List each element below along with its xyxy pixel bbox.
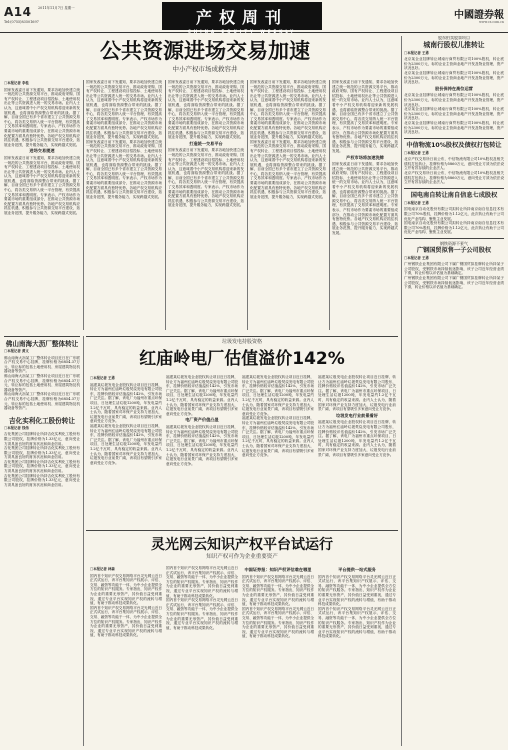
section-rule — [4, 336, 80, 337]
main-story-col-1 — [4, 80, 80, 330]
center-text: 福建某垃圾发电企业股权转让项目近日挂牌，转让方为福州红庙岭垃圾焚烧发电有限公司股东，挂牌价格较评估值溢价142%，引发市场广泛关注。据了解，该电厂为福州市重点环保项目，日处理生活垃圾1200吨，年发电量约1.2亿千瓦时，具有稳定的收益来源。业内人士认为，随着国家对环保产业支持力度加大，垃圾发电行业前景广阔，该项目有望吸引多家意向受让方竞争。 — [242, 375, 314, 416]
center-col-2 — [166, 375, 238, 525]
right-story1-text: 北京某企业挂牌转让城南行商贸有限公司100%股权，转让底价为2300万元，标的企业主营商业地产开发及物业管理，资产状况良好。 — [404, 57, 504, 71]
section-title: 产权周刊 — [195, 8, 288, 27]
right-story4-kicker: 钢铁资源不景气 — [440, 241, 468, 246]
left-briefs — [4, 340, 80, 745]
brief2-byline: □本报记者 钱伟 — [4, 425, 29, 430]
brief2-title: 吉化实利化工股份转让 — [9, 416, 75, 425]
main-story-text: 国家发改委日前下发通知，要求各地加快建立统一规范的公共资源交易平台，推动政府采购、国有产权转让、工程建设项目招投标、土地使用权出让等公共资源进入统一的交易市场。业内人士认为，这意味着中小产权交易机构将迎来新的发展机遇，也将面临资源整合带来的挑战。据了解，目前全国已有多个省市建立了公共资源交易中心，将各类交易纳入统一平台管理，有效提高了交易效率和透明度。专家表示，产权市场作为要素市场的重要组成部分，在推动公共资源市场化配置方面具有独特优势。各地产权交易机构应抓住机遇，积极参与公共资源交易平台建设，拓展业务范围，提升服务能力，实现跨越式发展。 — [332, 80, 398, 153]
main-story-col-5 — [332, 80, 398, 330]
main-story-text: 国家发改委日前下发通知，要求各地加快建立统一规范的公共资源交易平台，推动政府采购、国有产权转让、工程建设项目招投标、土地使用权出让等公共资源进入统一的交易市场。业内人士认为，这意味着中小产权交易机构将迎来新的发展机遇，也将面临资源整合带来的挑战。据了解，目前全国已有多个省市建立了公共资源交易中心，将各类交易纳入统一平台管理，有效提高了交易效率和透明度。专家表示，产权市场作为要素市场的重要组成部分，在推动公共资源市场化配置方面具有独特优势。各地产权交易机构应抓住机遇，积极参与公共资源交易平台建设，拓展业务范围，提升服务能力，实现跨越式发展。 — [250, 139, 326, 199]
right-story2-byline: □本报记者 王勇 — [404, 150, 429, 155]
right-story3-text: 国电南京自动化股份有限公司拟转让所持南京南自信息技术有限公司70%股权，挂牌价格为1.12亿元，此次转让有助于公司优化产业结构、聚焦主业发展。 — [404, 207, 504, 221]
right-story3-byline: □本报记者 王勇 — [404, 200, 429, 205]
right-story2-title: 中信物流10%股权及债权打包转让 — [406, 141, 502, 149]
editor-info: Tel:(0755)83501697 — [4, 20, 39, 24]
right-story4-byline: □本报记者 王勇 — [404, 255, 429, 260]
center-section-2: 垃圾发电行业前景看好 — [336, 412, 378, 418]
column-divider — [401, 36, 402, 746]
center-text: 福建某垃圾发电企业股权转让项目近日挂牌，转让方为福州红庙岭垃圾焚烧发电有限公司股东，挂牌价格较评估值溢价142%，引发市场广泛关注。据了解，该电厂为福州市重点环保项目，日处理生活垃圾1200吨，年发电量约1.2亿千瓦时，具有稳定的收益来源。业内人士认为，随着国家对环保产业支持力度加大，垃圾发电行业前景广阔，该项目有望吸引多家意向受让方竞争。 — [90, 423, 162, 465]
newspaper-url: www.cs.com.cn — [479, 20, 504, 24]
center-col-4 — [318, 375, 396, 525]
right-story3-text: 国电南京自动化股份有限公司拟转让所持南京南自信息技术有限公司70%股权，挂牌价格为1.12亿元，此次转让有助于公司优化产业结构、聚焦主业发展。 — [404, 221, 504, 235]
brief2-text: 吉化集团公司挂牌转让所持吉化实利化工股份有限公司股权，挂牌价格为1.33亿元，意向受让方须具备良好的财务状况和商业信用。 — [4, 473, 80, 487]
center-headline: 红庙岭电厂估值溢价142% — [139, 349, 345, 369]
main-story-text: 国家发改委日前下发通知，要求各地加快建立统一规范的公共资源交易平台，推动政府采购、国有产权转让、工程建设项目招投标、土地使用权出让等公共资源进入统一的交易市场。业内人士认为，这意味着中小产权交易机构将迎来新的发展机遇，也将面临资源整合带来的挑战。据了解，目前全国已有多个省市建立了公共资源交易中心，将各类交易纳入统一平台管理，有效提高了交易效率和透明度。专家表示，产权市场作为要素市场的重要组成部分，在推动公共资源市场化配置方面具有独特优势。各地产权交易机构应抓住机遇，积极参与公共资源交易平台建设，拓展业务范围，提升服务能力，实现跨越式发展。 — [168, 80, 244, 140]
center-text: 福建某垃圾发电企业股权转让项目近日挂牌，转让方为福州红庙岭垃圾焚烧发电有限公司股东，挂牌价格较评估值溢价142%，引发市场广泛关注。据了解，该电厂为福州市重点环保项目，日处理生活垃圾1200吨，年发电量约1.2亿千瓦时，具有稳定的收益来源。业内人士认为，随着国家对环保产业支持力度加大，垃圾发电行业前景广阔，该项目有望吸引多家意向受让方竞争。 — [166, 424, 238, 466]
bottom-text: 国内首个知识产权交易网络平台灵光网云近日正式试运行，该平台集知识产权展示、评估、交易、融资等功能于一体，为中小企业提供全方位的知识产权服务。专家指出，知识产权作为企业的重要无形资产，其价值日益受到重视，通过专业平台实现知识产权的流转与增值，有助于推动科技成果转化。 — [90, 573, 162, 606]
column-divider — [83, 336, 84, 746]
bottom-text: 国内首个知识产权交易网络平台灵光网云近日正式试运行，该平台集知识产权展示、评估、交易、融资等功能于一体，为中小企业提供全方位的知识产权服务。专家指出，知识产权作为企业的重要无形资产，其价值日益受到重视，通过专业平台实现知识产权的流转与增值，有助于推动科技成果转化。 — [166, 566, 238, 598]
column-divider — [83, 80, 84, 330]
bottom-col-1 — [90, 566, 162, 746]
bottom-text: 国内首个知识产权交易网络平台灵光网云近日正式试运行，该平台集知识产权展示、评估、交易、融资等功能于一体，为中小企业提供全方位的知识产权服务。专家指出，知识产权作为企业的重要无形资产，其价值日益受到重视，通过专业平台实现知识产权的流转与增值，有助于推动科技成果转化。 — [242, 606, 314, 639]
center-col-1 — [90, 375, 162, 525]
bottom-col-2 — [166, 566, 238, 746]
brief2-text: 吉化集团公司挂牌转让所持吉化实利化工股份有限公司股权，挂牌价格为1.33亿元，意向受让方须具备良好的财务状况和商业信用。 — [4, 432, 80, 446]
right-story1-byline: □本报记者 王勇 — [404, 50, 429, 55]
bottom-col-3 — [242, 566, 314, 746]
main-section-1: 进场交易提速 — [29, 148, 55, 154]
main-story-col-3 — [168, 80, 244, 330]
bottom-text: 国内首个知识产权交易网络平台灵光网云近日正式试运行，该平台集知识产权展示、评估、交易、融资等功能于一体，为中小企业提供全方位的知识产权服务。专家指出，知识产权作为企业的重要无形资产，其价值日益受到重视，通过专业平台实现知识产权的流转与增值，有助于推动科技成果转化。 — [242, 574, 314, 607]
brief1-text: 佛山南海大沥某工厂整体转让项目近日在广东联合产权交易中心挂牌，挂牌价格为6854.37万元，转让标的包括土地使用权、房屋建筑物及机器设备等资产。 — [4, 355, 80, 374]
bottom-col-4 — [318, 566, 396, 746]
center-section-1: 电厂资产价值凸显 — [185, 417, 219, 423]
page-number: A14 — [4, 5, 32, 19]
bottom-subheadline: 知识产权可作为企业重要资产 — [206, 554, 278, 560]
column-divider — [165, 80, 166, 330]
center-text: 福建某垃圾发电企业股权转让项目近日挂牌，转让方为福州红庙岭垃圾焚烧发电有限公司股东，挂牌价格较评估值溢价142%，引发市场广泛关注。据了解，该电厂为福州市重点环保项目，日处理生活垃圾1200吨，年发电量约1.2亿千瓦时，具有稳定的收益来源。业内人士认为，随着国家对环保产业支持力度加大，垃圾发电行业前景广阔，该项目有望吸引多家意向受让方竞争。 — [318, 375, 396, 412]
right-story1-text: 北京某企业挂牌转让城南行商贸有限公司100%股权，转让底价为2300万元，标的企业主营商业地产开发及物业管理，资产状况良好。 — [404, 70, 504, 85]
right-story1-text: 北京某企业挂牌转让城南行商贸有限公司100%股权，转让底价为2300万元，标的企业主营商业地产开发及物业管理，资产状况良好。 — [404, 107, 504, 121]
section-english: CHINA EQUITY WEEKLY — [187, 29, 297, 34]
brief2-text: 吉化集团公司挂牌转让所持吉化实利化工股份有限公司股权，挂牌价格为1.33亿元，意向受让方须具备良好的财务状况和商业信用。 — [4, 446, 80, 460]
brief2-text: 吉化集团公司挂牌转让所持吉化实利化工股份有限公司股权，挂牌价格为1.33亿元，意向受让方须具备良好的财务状况和商业信用。 — [4, 459, 80, 474]
bottom-section-2: 平台提供一站式服务 — [338, 567, 376, 572]
main-story-text: 国家发改委日前下发通知，要求各地加快建立统一规范的公共资源交易平台，推动政府采购、国有产权转让、工程建设项目招投标、土地使用权出让等公共资源进入统一的交易市场。业内人士认为，这意味着中小产权交易机构将迎来新的发展机遇，也将面临资源整合带来的挑战。据了解，目前全国已有多个省市建立了公共资源交易中心，将各类交易纳入统一平台管理，有效提高了交易效率和透明度。专家表示，产权市场作为要素市场的重要组成部分，在推动公共资源市场化配置方面具有独特优势。各地产权交易机构应抓住机遇，积极参与公共资源交易平台建设，拓展业务范围，提升服务能力，实现跨越式发展。 — [86, 80, 162, 140]
bottom-byline: □本报记者 林森 — [90, 567, 115, 571]
bottom-text: 国内首个知识产权交易网络平台灵光网云近日正式试运行，该平台集知识产权展示、评估、交易、融资等功能于一体，为中小企业提供全方位的知识产权服务。专家指出，知识产权作为企业的重要无形资产，其价值日益受到重视，通过专业平台实现知识产权的流转与增值，有助于推动科技成果转化。 — [90, 605, 162, 638]
column-divider — [247, 80, 248, 330]
main-story-text: 国家发改委日前下发通知，要求各地加快建立统一规范的公共资源交易平台，推动政府采购、国有产权转让、工程建设项目招投标、土地使用权出让等公共资源进入统一的交易市场。业内人士认为，这意味着中小产权交易机构将迎来新的发展机遇，也将面临资源整合带来的挑战。据了解，目前全国已有多个省市建立了公共资源交易中心，将各类交易纳入统一平台管理，有效提高了交易效率和透明度。专家表示，产权市场作为要素市场的重要组成部分，在推动公共资源市场化配置方面具有独特优势。各地产权交易机构应抓住机遇，积极参与公共资源交易平台建设，拓展业务范围，提升服务能力，实现跨越式发展。 — [86, 139, 162, 199]
right-story1-section: 股份保持在高位运营 — [435, 85, 473, 91]
main-subheadline: 中小产权市场成救容井 — [172, 65, 238, 73]
right-story3-title: 国电南自转让南自信息七成股权 — [410, 191, 498, 199]
right-story1-text: 北京某企业挂牌转让城南行商贸有限公司100%股权，转让底价为2300万元，标的企业主营商业地产开发及物业管理，资产状况良好。 — [404, 93, 504, 107]
right-story4-title: 广钢国贸拟售一子公司股权 — [416, 246, 492, 254]
main-story-text: 国家发改委日前下发通知，要求各地加快建立统一规范的公共资源交易平台，推动政府采购、国有产权转让、工程建设项目招投标、土地使用权出让等公共资源进入统一的交易市场。业内人士认为，这意味着中小产权交易机构将迎来新的发展机遇，也将面临资源整合带来的挑战。据了解，目前全国已有多个省市建立了公共资源交易中心，将各类交易纳入统一平台管理，有效提高了交易效率和透明度。专家表示，产权市场作为要素市场的重要组成部分，在推动公共资源市场化配置方面具有独特优势。各地产权交易机构应抓住机遇，积极参与公共资源交易平台建设，拓展业务范围，提升服务能力，实现跨越式发展。 — [250, 80, 326, 140]
center-text: 福建某垃圾发电企业股权转让项目近日挂牌，转让方为福州红庙岭垃圾焚烧发电有限公司股东，挂牌价格较评估值溢价142%，引发市场广泛关注。据了解，该电厂为福州市重点环保项目，日处理生活垃圾1200吨，年发电量约1.2亿千瓦时，具有稳定的收益来源。业内人士认为，随着国家对环保产业支持力度加大，垃圾发电行业前景广阔，该项目有望吸引多家意向受让方竞争。 — [90, 382, 162, 424]
right-story2-text: 北京产权交易所日前公布，中信物流有限公司10%股权及相关债权打包转让，挂牌价格为5860万元，意向受让方须为依法设立并有效存续的企业法人。 — [404, 157, 504, 171]
main-story-text: 国家发改委日前下发通知，要求各地加快建立统一规范的公共资源交易平台，推动政府采购、国有产权转让、工程建设项目招投标、土地使用权出让等公共资源进入统一的交易市场。业内人士认为，这意味着中小产权交易机构将迎来新的发展机遇，也将面临资源整合带来的挑战。据了解，目前全国已有多个省市建立了公共资源交易中心，将各类交易纳入统一平台管理，有效提高了交易效率和透明度。专家表示，产权市场作为要素市场的重要组成部分，在推动公共资源市场化配置方面具有独特优势。各地产权交易机构应抓住机遇，积极参与公共资源交易平台建设，拓展业务范围，提升服务能力，实现跨越式发展。 — [332, 162, 398, 235]
brief1-title: 佛山南海大沥厂整体转让 — [5, 340, 79, 348]
right-story1-title: 城南行股权儿推转让 — [423, 40, 485, 49]
right-story2-text: 北京产权交易所日前公布，中信物流有限公司10%股权及相关债权打包转让，挂牌价格为5860万元，意向受让方须为依法设立并有效存续的企业法人。 — [404, 171, 504, 185]
center-text: 福建某垃圾发电企业股权转让项目近日挂牌，转让方为福州红庙岭垃圾焚烧发电有限公司股东，挂牌价格较评估值溢价142%，引发市场广泛关注。据了解，该电厂为福州市重点环保项目，日处理生活垃圾1200吨，年发电量约1.2亿千瓦时，具有稳定的收益来源。业内人士认为，随着国家对环保产业支持力度加大，垃圾发电行业前景广阔，该项目有望吸引多家意向受让方竞争。 — [242, 416, 314, 458]
main-story-col-2 — [86, 80, 162, 330]
center-text: 福建某垃圾发电企业股权转让项目近日挂牌，转让方为福州红庙岭垃圾焚烧发电有限公司股东，挂牌价格较评估值溢价142%，引发市场广泛关注。据了解，该电厂为福州市重点环保项目，日处理生活垃圾1200吨，年发电量约1.2亿千瓦时，具有稳定的收益来源。业内人士认为，随着国家对环保产业支持力度加大，垃圾发电行业前景广阔，该项目有望吸引多家意向受让方竞争。 — [318, 420, 396, 457]
section-rule — [86, 336, 398, 337]
center-byline: □本报记者 王勇 — [90, 376, 115, 380]
right-story4-text: 广州钢铁企业集团有限公司下属广钢国贸拟挂牌转让所持某子公司股权，受钢铁市场持续低迷影响，该子公司近年经营业绩下滑，转让价格以评估值为基础确定。 — [404, 262, 504, 276]
bottom-text: 国内首个知识产权交易网络平台灵光网云近日正式试运行，该平台集知识产权展示、评估、交易、融资等功能于一体，为中小企业提供全方位的知识产权服务。专家指出，知识产权作为企业的重要无形资产，其价值日益受到重视，通过专业平台实现知识产权的流转与增值，有助于推动科技成果转化。 — [318, 606, 396, 639]
right-column — [404, 36, 504, 746]
right-story1-text: 北京某企业挂牌转让城南行商贸有限公司100%股权，转让底价为2300万元，标的企业主营商业地产开发及物业管理，资产状况良好。 — [404, 120, 504, 135]
brief1-text: 佛山南海大沥某工厂整体转让项目近日在广东联合产权交易中心挂牌，挂牌价格为6854.37万元，转让标的包括土地使用权、房屋建筑物及机器设备等资产。 — [4, 373, 80, 392]
right-story4-text: 广州钢铁企业集团有限公司下属广钢国贸拟挂牌转让所持某子公司股权，受钢铁市场持续低迷影响，该子公司近年经营业绩下滑，转让价格以评估值为基础确定。 — [404, 275, 504, 290]
main-story-col-4 — [250, 80, 326, 330]
center-kicker: 垃圾发电持股资格 — [221, 339, 262, 345]
issue-date: 2011年11月7日 星期一 — [38, 6, 75, 10]
center-text: 福建某垃圾发电企业股权转让项目近日挂牌，转让方为福州红庙岭垃圾焚烧发电有限公司股东，挂牌价格较评估值溢价142%，引发市场广泛关注。据了解，该电厂为福州市重点环保项目，日处理生活垃圾1200吨，年发电量约1.2亿千瓦时，具有稳定的收益来源。业内人士认为，随着国家对环保产业支持力度加大，垃圾发电行业前景广阔，该项目有望吸引多家意向受让方竞争。 — [166, 375, 238, 416]
section-banner — [162, 2, 322, 34]
right-kicker: 股东拍卖股票项目 — [438, 36, 470, 40]
main-headline: 公共资源进场交易加速 — [100, 39, 310, 63]
main-section-2: 打造统一交易平台 — [189, 140, 223, 146]
bottom-text: 国内首个知识产权交易网络平台灵光网云近日正式试运行，该平台集知识产权展示、评估、交易、融资等功能于一体，为中小企业提供全方位的知识产权服务。专家指出，知识产权作为企业的重要无形资产，其价值日益受到重视，通过专业平台实现知识产权的流转与增值，有助于推动科技成果转化。 — [318, 574, 396, 607]
brief1-byline: □本报记者 黄文 — [4, 349, 29, 353]
page-header — [0, 0, 508, 33]
section-rule — [86, 530, 398, 531]
brief1-text: 佛山南海大沥某工厂整体转让项目近日在广东联合产权交易中心挂牌，挂牌价格为6854.37万元，转让标的包括土地使用权、房屋建筑物及机器设备等资产。 — [4, 392, 80, 411]
newspaper-logo: 中國證券報 — [454, 10, 504, 21]
main-story-text: 国家发改委日前下发通知，要求各地加快建立统一规范的公共资源交易平台，推动政府采购、国有产权转让、工程建设项目招投标、土地使用权出让等公共资源进入统一的交易市场。业内人士认为，这意味着中小产权交易机构将迎来新的发展机遇，也将面临资源整合带来的挑战。据了解，目前全国已有多个省市建立了公共资源交易中心，将各类交易纳入统一平台管理，有效提高了交易效率和透明度。专家表示，产权市场作为要素市场的重要组成部分，在推动公共资源市场化配置方面具有独特优势。各地产权交易机构应抓住机遇，积极参与公共资源交易平台建设，拓展业务范围，提升服务能力，实现跨越式发展。 — [4, 155, 80, 216]
bottom-headline: 灵光网云知识产权平台试运行 — [151, 537, 333, 553]
main-story-text: 国家发改委日前下发通知，要求各地加快建立统一规范的公共资源交易平台，推动政府采购、国有产权转让、工程建设项目招投标、土地使用权出让等公共资源进入统一的交易市场。业内人士认为，这意味着中小产权交易机构将迎来新的发展机遇，也将面临资源整合带来的挑战。据了解，目前全国已有多个省市建立了公共资源交易中心，将各类交易纳入统一平台管理，有效提高了交易效率和透明度。专家表示，产权市场作为要素市场的重要组成部分，在推动公共资源市场化配置方面具有独特优势。各地产权交易机构应抓住机遇，积极参与公共资源交易平台建设，拓展业务范围，提升服务能力，实现跨越式发展。 — [4, 87, 80, 147]
main-section-3: 产权市场将加速洗牌 — [346, 154, 384, 160]
column-divider — [329, 80, 330, 330]
main-story-text: 国家发改委日前下发通知，要求各地加快建立统一规范的公共资源交易平台，推动政府采购、国有产权转让、工程建设项目招投标、土地使用权出让等公共资源进入统一的交易市场。业内人士认为，这意味着中小产权交易机构将迎来新的发展机遇，也将面临资源整合带来的挑战。据了解，目前全国已有多个省市建立了公共资源交易中心，将各类交易纳入统一平台管理，有效提高了交易效率和透明度。专家表示，产权市场作为要素市场的重要组成部分，在推动公共资源市场化配置方面具有独特优势。各地产权交易机构应抓住机遇，积极参与公共资源交易平台建设，拓展业务范围，提升服务能力，实现跨越式发展。 — [168, 148, 244, 208]
bottom-section-1: 中国证券报：知识产权评估难在哪里 — [244, 567, 312, 572]
bottom-text: 国内首个知识产权交易网络平台灵光网云近日正式试运行，该平台集知识产权展示、评估、交易、融资等功能于一体，为中小企业提供全方位的知识产权服务。专家指出，知识产权作为企业的重要无形资产，其价值日益受到重视，通过专业平台实现知识产权的流转与增值，有助于推动科技成果转化。 — [166, 598, 238, 630]
main-byline: □本报记者 李桂 — [4, 81, 29, 85]
center-col-3 — [242, 375, 314, 525]
